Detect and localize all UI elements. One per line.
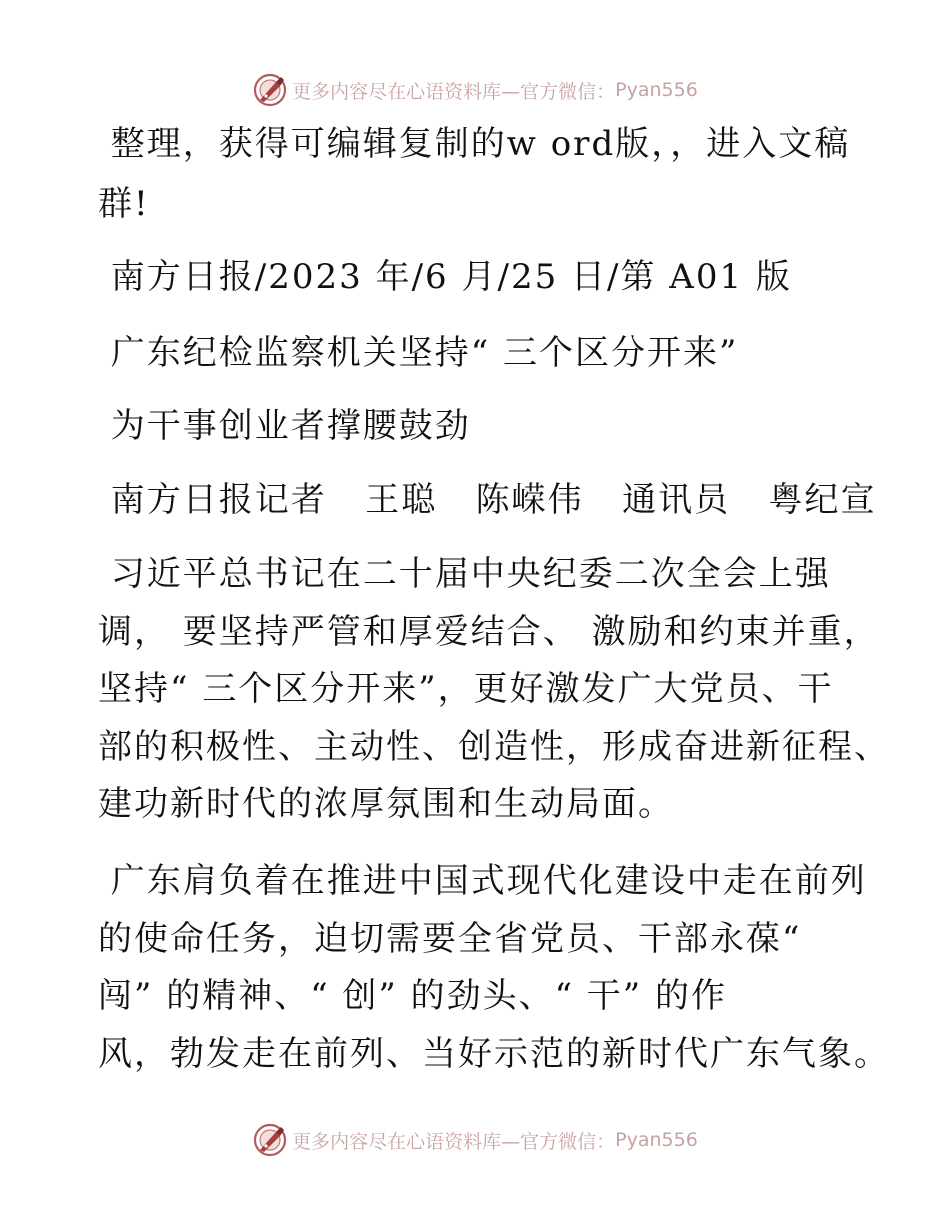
body-line: 建功新时代的浓厚氛围和生动局面。 xyxy=(98,784,674,824)
banner-wechat-id: Pyan556 xyxy=(615,1129,698,1151)
header-watermark-banner xyxy=(0,70,950,110)
banner-wechat-id: Pyan556 xyxy=(615,79,698,101)
banner-text: 更多内容尽在心语资料库—官方微信： xyxy=(292,80,616,103)
body-line: 调， 要坚持严管和厚爱结合、 激励和约束并重， xyxy=(98,612,880,652)
headline-line-1: 广东纪检监察机关坚持“ 三个区分开来” xyxy=(98,333,739,373)
body-line: 闯” 的精神、“ 创” 的劲头、“ 干” 的作 xyxy=(98,976,727,1016)
byline: 南方日报记者 王聪 陈嵘伟 通讯员 粤纪宣 xyxy=(98,480,877,520)
body-line: 群! xyxy=(98,184,150,224)
footer-watermark-banner xyxy=(0,1120,950,1160)
body-line: 整理，获得可编辑复制的w ord版，，进入文稿 xyxy=(98,124,851,164)
pen-nib-logo-icon xyxy=(252,1122,288,1158)
headline-line-2: 为干事创业者撑腰鼓劲 xyxy=(98,406,471,446)
dateline: 南方日报/2023 年/6 月/25 日/第 A01 版 xyxy=(98,257,792,297)
body-line: 习近平总书记在二十届中央纪委二次全会上强 xyxy=(98,554,831,594)
body-line: 广东肩负着在推进中国式现代化建设中走在前列 xyxy=(98,861,867,901)
pen-nib-logo-icon xyxy=(252,72,288,108)
body-line: 风，勃发走在前列、当好示范的新时代广东气象。 xyxy=(98,1034,890,1074)
banner-text: 更多内容尽在心语资料库—官方微信： xyxy=(292,1130,616,1153)
body-line: 的使命任务，迫切需要全省党员、干部永葆“ xyxy=(98,919,802,959)
body-line: 坚持“ 三个区分开来”，更好激发广大党员、干 xyxy=(98,669,834,709)
body-line: 部的积极性、主动性、创造性，形成奋进新征程、 xyxy=(98,727,890,767)
